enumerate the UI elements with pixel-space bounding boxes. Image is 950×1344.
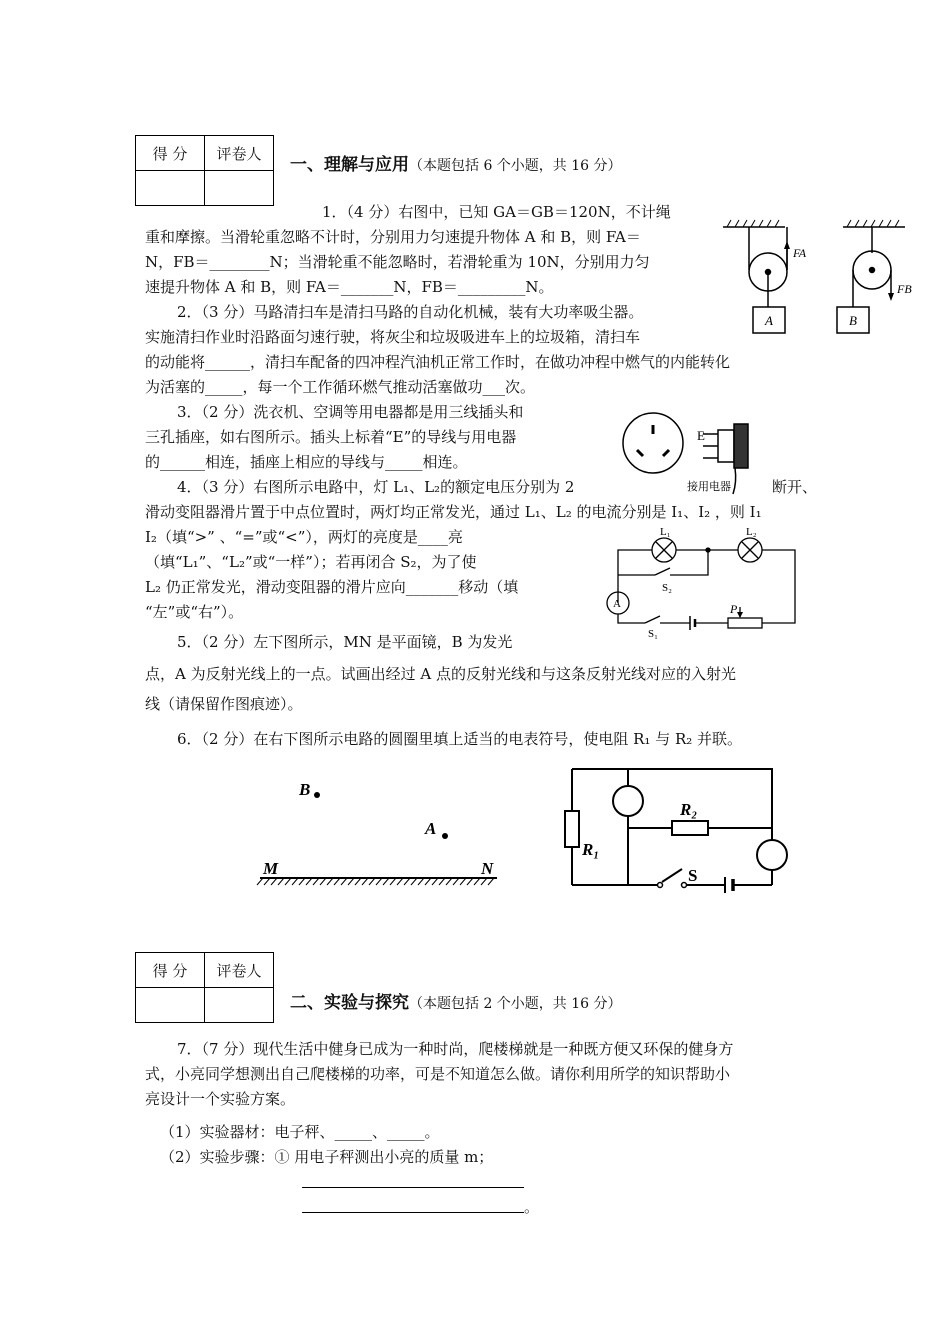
- q4-line-2: 滑动变阻器滑片置于中点位置时，两灯均正常发光，通过 L₁、L₂ 的电流分别是 I₁、I₂ ，则 I₁: [145, 503, 762, 521]
- label-l1: L₁: [660, 526, 671, 538]
- q5-line-3: 线（请保留作图痕迹）。: [145, 695, 303, 713]
- grader-label: 评卷人: [205, 136, 274, 171]
- mirror-hatch: [439, 878, 445, 885]
- mirror-hatch: [453, 878, 459, 885]
- q4-line-5: L₂ 仍正常发光，滑动变阻器的滑片应向_______移动（填: [145, 578, 519, 596]
- mirror-hatch: [369, 878, 375, 885]
- meter-circle-1[interactable]: [613, 786, 643, 816]
- pulley-figure: [715, 215, 925, 340]
- label-a: A: [425, 819, 437, 838]
- score-cell[interactable]: [136, 171, 205, 206]
- label-m: M: [263, 859, 279, 878]
- mirror-hatch: [390, 878, 396, 885]
- score-table-2: [135, 952, 274, 1023]
- mirror-hatch: [292, 878, 298, 885]
- answer-line-2[interactable]: [302, 1211, 524, 1213]
- label-b: B: [299, 780, 311, 799]
- label-r1: R₁: [582, 840, 600, 859]
- mirror-hatch: [348, 878, 354, 885]
- q7-line-3: 亮设计一个实验方案。: [145, 1090, 296, 1108]
- label-r2: R₂: [680, 800, 698, 819]
- q4-line-3: I₂（填“>” 、“=”或“<”），两灯的亮度是____亮: [145, 528, 463, 546]
- meter-circle-2[interactable]: [757, 840, 787, 870]
- label-a: A: [765, 313, 773, 328]
- circuit-2-figure: [560, 765, 795, 895]
- q2-line-2: 实施清扫作业时沿路面匀速行驶，将灰尘和垃圾吸进车上的垃圾箱，清扫车: [145, 328, 641, 346]
- socket: [623, 413, 683, 473]
- label-fb: FB: [897, 282, 912, 296]
- mirror-hatch: [327, 878, 333, 885]
- switch-s2: [655, 568, 670, 575]
- switch-s1: [645, 616, 660, 623]
- arrow-fa: [784, 241, 790, 249]
- mirror-hatch: [320, 878, 326, 885]
- mirror-hatch: [278, 878, 284, 885]
- mirror-hatch: [481, 878, 487, 885]
- mirror-hatch: [488, 878, 494, 885]
- section-1-note: （本题包括 6 个小题，共 16 分）: [409, 158, 622, 174]
- mirror-hatch: [418, 878, 424, 885]
- mirror-hatch: [264, 878, 270, 885]
- q3-line-3: 的______相连，插座上相应的导线与_____相连。: [145, 453, 468, 471]
- section-2-title: 二、实验与探究: [290, 993, 409, 1013]
- plug-caption: 接用电器: [687, 481, 731, 493]
- q7-line-2: 式，小亮同学想测出自己爬楼梯的功率，可是不知道怎么做。请你利用所学的知识帮助小: [145, 1065, 731, 1083]
- label-s1: S₁: [648, 628, 658, 640]
- mirror-hatch: [271, 878, 277, 885]
- mirror-hatch: [341, 878, 347, 885]
- q1-line-2: 重和摩擦。当滑轮重忽略不计时，分别用力匀速提升物体 A 和 B，则 FA＝: [145, 228, 641, 246]
- mirror-hatch: [257, 878, 263, 885]
- point-b: [314, 792, 320, 798]
- q6-line-1: 6．（2 分）在右下图所示电路的圆圈里填上适当的电表符号，使电阻 R₁ 与 R₂ 并联。: [177, 730, 743, 748]
- grader-label: 评卷人: [205, 953, 274, 988]
- q2-line-3: 的动能将______，清扫车配备的四冲程汽油机正常工作时，在做功冲程中燃气的内能转化: [145, 353, 731, 371]
- rheostat: [728, 618, 762, 628]
- q2-line-1: 2．（3 分）马路清扫车是清扫马路的自动化机械，装有大功率吸尘器。: [177, 303, 644, 321]
- section-1-heading: [290, 150, 622, 175]
- section-2-heading: [290, 988, 622, 1013]
- mirror-hatch: [404, 878, 410, 885]
- q1-line-1: 1．（4 分）右图中，已知 GA＝GB＝120N，不计绳: [322, 203, 671, 221]
- label-b: B: [849, 313, 857, 328]
- mirror-hatch: [397, 878, 403, 885]
- q3-line-2: 三孔插座，如右图所示。插头上标着“E”的导线与用电器: [145, 428, 517, 446]
- label-p: P: [730, 602, 738, 616]
- q4-line-1: 4．（3 分）右图所示电路中，灯 L₁、L₂的额定电压分别为 2: [177, 478, 575, 496]
- score-label: 得 分: [136, 136, 205, 171]
- plug-socket-figure: [615, 410, 795, 495]
- mirror-hatch: [285, 878, 291, 885]
- q7-line-1: 7．（7 分）现代生活中健身已成为一种时尚，爬楼梯就是一种既方便又环保的健身方: [177, 1040, 734, 1058]
- mirror-hatch: [299, 878, 305, 885]
- label-s: S: [688, 866, 698, 885]
- mirror-hatch: [474, 878, 480, 885]
- circuit-1-figure: [600, 525, 815, 645]
- mirror-hatch: [425, 878, 431, 885]
- label-n: N: [481, 859, 494, 878]
- label-s2: S₂: [662, 582, 672, 594]
- q5-line-1: 5．（2 分）左下图所示，MN 是平面镜，B 为发光: [177, 633, 513, 651]
- grader-cell[interactable]: [205, 988, 274, 1023]
- resistor-r1: [565, 811, 579, 847]
- q5-line-2: 点，A 为反射光线上的一点。试画出经过 A 点的反射光线和与这条反射光线对应的入射光: [145, 665, 736, 683]
- mirror-hatch: [313, 878, 319, 885]
- q4-line-1b: 断开、: [772, 478, 818, 496]
- mirror-hatch: [467, 878, 473, 885]
- mirror-hatch: [306, 878, 312, 885]
- label-e: E: [697, 428, 705, 443]
- mirror-hatch: [355, 878, 361, 885]
- answer-line-1[interactable]: [302, 1186, 524, 1188]
- mirror-hatch: [334, 878, 340, 885]
- arrow-fb: [888, 293, 894, 301]
- mirror-figure: [255, 770, 505, 890]
- section-1-title: 一、理解与应用: [290, 155, 409, 175]
- point-a: [442, 833, 448, 839]
- grader-cell[interactable]: [205, 171, 274, 206]
- score-label: 得 分: [136, 953, 205, 988]
- q4-line-6: “左”或“右”）。: [145, 603, 244, 621]
- switch-s: [662, 869, 682, 882]
- score-cell[interactable]: [136, 988, 205, 1023]
- q1-line-4: 速提升物体 A 和 B，则 FA＝_______N，FB＝_________N。: [145, 278, 554, 296]
- label-fa: FA: [793, 246, 807, 260]
- mirror-hatch: [362, 878, 368, 885]
- mirror-hatch: [411, 878, 417, 885]
- label-ammeter: A: [613, 598, 621, 610]
- score-table-1: [135, 135, 274, 206]
- mirror-hatch: [376, 878, 382, 885]
- mirror-hatch: [383, 878, 389, 885]
- resistor-r2: [672, 821, 708, 835]
- mirror-hatch: [460, 878, 466, 885]
- q7-step-1: （1）实验器材：电子秤、_____、_____。: [160, 1123, 440, 1141]
- section-2-note: （本题包括 2 个小题，共 16 分）: [409, 996, 622, 1012]
- q2-line-4: 为活塞的_____，每一个工作循环燃气推动活塞做功___次。: [145, 378, 536, 396]
- q7-end-mark: 。: [524, 1198, 540, 1216]
- label-l2: L₂: [746, 526, 757, 538]
- q4-line-4: （填“L₁”、“L₂”或“一样”）；若再闭合 S₂，为了使: [145, 553, 477, 571]
- q1-line-3: N，FB＝________N；当滑轮重不能忽略时，若滑轮重为 10N，分别用力匀: [145, 253, 650, 271]
- q3-line-1: 3．（2 分）洗衣机、空调等用电器都是用三线插头和: [177, 403, 524, 421]
- mirror-hatch: [432, 878, 438, 885]
- mirror-hatch: [446, 878, 452, 885]
- plug-body: [718, 430, 734, 462]
- q7-step-2: （2）实验步骤：① 用电子秤测出小亮的质量 m；: [160, 1148, 494, 1166]
